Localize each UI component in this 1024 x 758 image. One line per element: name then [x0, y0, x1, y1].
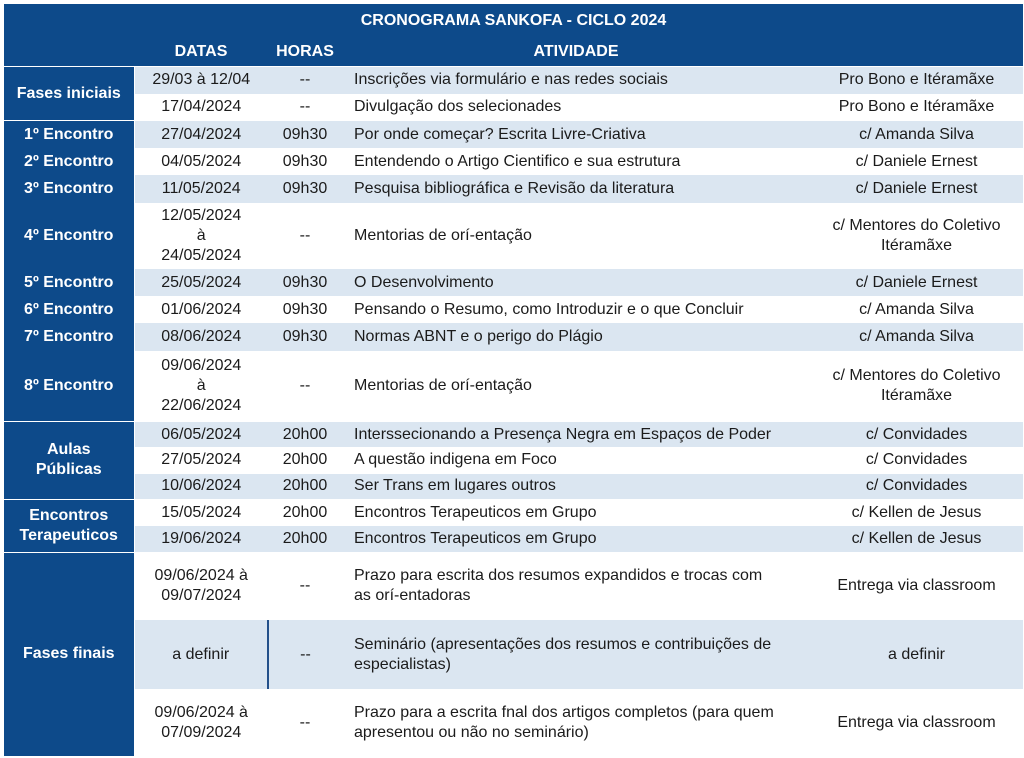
phase-encontro-2: 2º Encontro	[4, 148, 134, 175]
phase-encontro-8: 8º Encontro	[4, 351, 134, 422]
date-line: 09/06/2024	[161, 356, 242, 374]
phase-encontro-6: 6º Encontro	[4, 296, 134, 323]
responsible-cell	[810, 351, 1023, 422]
responsible-line: c/ Mentores do Coletivo	[832, 216, 1001, 234]
hour-cell: 20h00	[268, 447, 342, 473]
activity-cell: Interssecionando a Presença Negra em Espaços de Poder	[342, 421, 810, 447]
hour-cell: 09h30	[268, 296, 342, 323]
date-cell: 04/05/2024	[134, 148, 268, 175]
date-cell: 11/05/2024	[134, 175, 268, 202]
responsible-cell: c/ Amanda Silva	[810, 323, 1023, 350]
responsible-cell: c/ Convidades	[810, 421, 1023, 447]
date-line: 12/05/2024	[161, 206, 242, 224]
table-row	[4, 296, 1023, 323]
schedule-table	[4, 4, 1023, 756]
table-row	[4, 421, 1023, 447]
activity-cell: Entendendo o Artigo Cientifico e sua estrutura	[342, 148, 810, 175]
header-datas: DATAS	[134, 38, 268, 66]
date-cell: 27/05/2024	[134, 447, 268, 473]
table-row	[4, 203, 1023, 270]
header-horas: HORAS	[268, 38, 342, 66]
table-row	[4, 620, 1023, 690]
activity-cell: Divulgação dos selecionades	[342, 94, 810, 121]
responsible-cell: c/ Convidades	[810, 447, 1023, 473]
responsible-cell: c/ Amanda Silva	[810, 121, 1023, 148]
responsible-cell: Pro Bono e Itéramãxe	[810, 94, 1023, 121]
table-row	[4, 175, 1023, 202]
responsible-cell: c/ Amanda Silva	[810, 296, 1023, 323]
phase-aulas-publicas	[4, 421, 134, 500]
responsible-cell: c/ Kellen de Jesus	[810, 526, 1023, 552]
responsible-line: c/ Mentores do Coletivo	[832, 366, 1001, 384]
phase-encontro-5: 5º Encontro	[4, 269, 134, 296]
table-title: CRONOGRAMA SANKOFA - CICLO 2024	[4, 4, 1023, 38]
hour-cell: --	[268, 552, 342, 620]
phase-encontro-7: 7º Encontro	[4, 323, 134, 350]
activity-cell: Mentorias de orí-entação	[342, 203, 810, 270]
table-row	[4, 474, 1023, 500]
activity-cell: Normas ABNT e o perigo do Plágio	[342, 323, 810, 350]
hour-cell: --	[268, 689, 342, 756]
header-row	[4, 38, 1023, 66]
table-row	[4, 121, 1023, 148]
hour-cell: 09h30	[268, 121, 342, 148]
header-atividade: ATIVIDADE	[342, 38, 810, 66]
title-row	[4, 4, 1023, 38]
responsible-cell: c/ Convidades	[810, 474, 1023, 500]
activity-cell	[342, 689, 810, 756]
table-row	[4, 447, 1023, 473]
activity-cell: Por onde começar? Escrita Livre-Criativa	[342, 121, 810, 148]
table-row	[4, 689, 1023, 756]
responsible-cell	[810, 203, 1023, 270]
hour-cell: --	[268, 203, 342, 270]
activity-cell: Inscrições via formulário e nas redes sociais	[342, 66, 810, 93]
table-row	[4, 500, 1023, 526]
date-line: 24/05/2024	[161, 246, 242, 264]
hour-cell: 09h30	[268, 269, 342, 296]
responsible-cell: a definir	[810, 620, 1023, 690]
date-cell	[134, 689, 268, 756]
phase-encontro-4: 4º Encontro	[4, 203, 134, 270]
date-cell: a definir	[134, 620, 268, 690]
hour-cell: 20h00	[268, 526, 342, 552]
date-cell: 25/05/2024	[134, 269, 268, 296]
activity-line: as orí-entadoras	[354, 587, 471, 605]
table-row	[4, 148, 1023, 175]
date-cell: 29/03 à 12/04	[134, 66, 268, 93]
hour-cell: 20h00	[268, 474, 342, 500]
responsible-cell: c/ Daniele Ernest	[810, 269, 1023, 296]
activity-cell	[342, 620, 810, 690]
hour-cell: --	[268, 66, 342, 93]
date-line: 22/06/2024	[161, 396, 242, 414]
activity-line: Prazo para escrita dos resumos expandidos e trocas com	[354, 567, 763, 585]
activity-cell: A questão indigena em Foco	[342, 447, 810, 473]
phase-encontro-3: 3º Encontro	[4, 175, 134, 202]
activity-cell: Pesquisa bibliográfica e Revisão da literatura	[342, 175, 810, 202]
responsible-cell: c/ Kellen de Jesus	[810, 500, 1023, 526]
table-row	[4, 323, 1023, 350]
phase-label-line: Encontros	[29, 507, 109, 524]
responsible-line: Itéramãxe	[880, 236, 953, 254]
date-cell	[134, 203, 268, 270]
date-cell: 01/06/2024	[134, 296, 268, 323]
hour-cell: 09h30	[268, 323, 342, 350]
table-row	[4, 66, 1023, 93]
date-cell	[134, 552, 268, 620]
responsible-cell: c/ Daniele Ernest	[810, 148, 1023, 175]
date-cell: 10/06/2024	[134, 474, 268, 500]
activity-line: especialistas)	[354, 655, 451, 673]
table-row	[4, 552, 1023, 620]
activity-cell: Pensando o Resumo, como Introduzir e o que Concluir	[342, 296, 810, 323]
responsible-cell: c/ Daniele Ernest	[810, 175, 1023, 202]
hour-cell: 20h00	[268, 500, 342, 526]
phase-label-line: Públicas	[35, 461, 102, 479]
header-phase	[4, 38, 134, 66]
activity-cell: Mentorias de orí-entação	[342, 351, 810, 422]
table-row	[4, 94, 1023, 121]
date-line: à	[196, 226, 206, 244]
date-line: 09/06/2024 à	[154, 567, 248, 585]
activity-line: Prazo para a escrita fnal dos artigos completos (para quem	[354, 703, 774, 721]
responsible-cell: Entrega via classroom	[810, 552, 1023, 620]
activity-cell: Encontros Terapeuticos em Grupo	[342, 526, 810, 552]
table-row	[4, 351, 1023, 422]
phase-encontro-1: 1º Encontro	[4, 121, 134, 148]
date-cell: 15/05/2024	[134, 500, 268, 526]
activity-line: Seminário (apresentações dos resumos e contribuições de	[354, 635, 772, 653]
hour-cell: --	[268, 620, 342, 690]
activity-cell: Ser Trans em lugares outros	[342, 474, 810, 500]
activity-line: apresentou ou não no seminário)	[354, 723, 589, 741]
hour-cell: --	[268, 351, 342, 422]
hour-cell: 09h30	[268, 175, 342, 202]
activity-cell: Encontros Terapeuticos em Grupo	[342, 500, 810, 526]
responsible-cell: Entrega via classroom	[810, 689, 1023, 756]
hour-cell: --	[268, 94, 342, 121]
table-row	[4, 526, 1023, 552]
header-responsavel	[810, 38, 1023, 66]
date-line: à	[196, 376, 206, 394]
phase-encontros-terapeuticos	[4, 500, 134, 552]
date-cell: 06/05/2024	[134, 421, 268, 447]
phase-fases-finais: Fases finais	[4, 552, 134, 756]
table-row	[4, 269, 1023, 296]
responsible-cell: Pro Bono e Itéramãxe	[810, 66, 1023, 93]
phase-label-line: Aulas	[46, 441, 91, 459]
activity-cell	[342, 552, 810, 620]
activity-cell: O Desenvolvimento	[342, 269, 810, 296]
date-cell: 27/04/2024	[134, 121, 268, 148]
date-cell: 08/06/2024	[134, 323, 268, 350]
responsible-line: Itéramãxe	[880, 386, 953, 404]
date-cell	[134, 351, 268, 422]
phase-fases-iniciais: Fases iniciais	[4, 66, 134, 120]
date-line: 09/06/2024 à	[154, 703, 248, 721]
date-line: 09/07/2024	[161, 587, 242, 605]
date-cell: 19/06/2024	[134, 526, 268, 552]
phase-label-line: Terapeuticos	[19, 527, 118, 544]
date-cell: 17/04/2024	[134, 94, 268, 121]
date-line: 07/09/2024	[161, 723, 242, 741]
hour-cell: 20h00	[268, 421, 342, 447]
hour-cell: 09h30	[268, 148, 342, 175]
